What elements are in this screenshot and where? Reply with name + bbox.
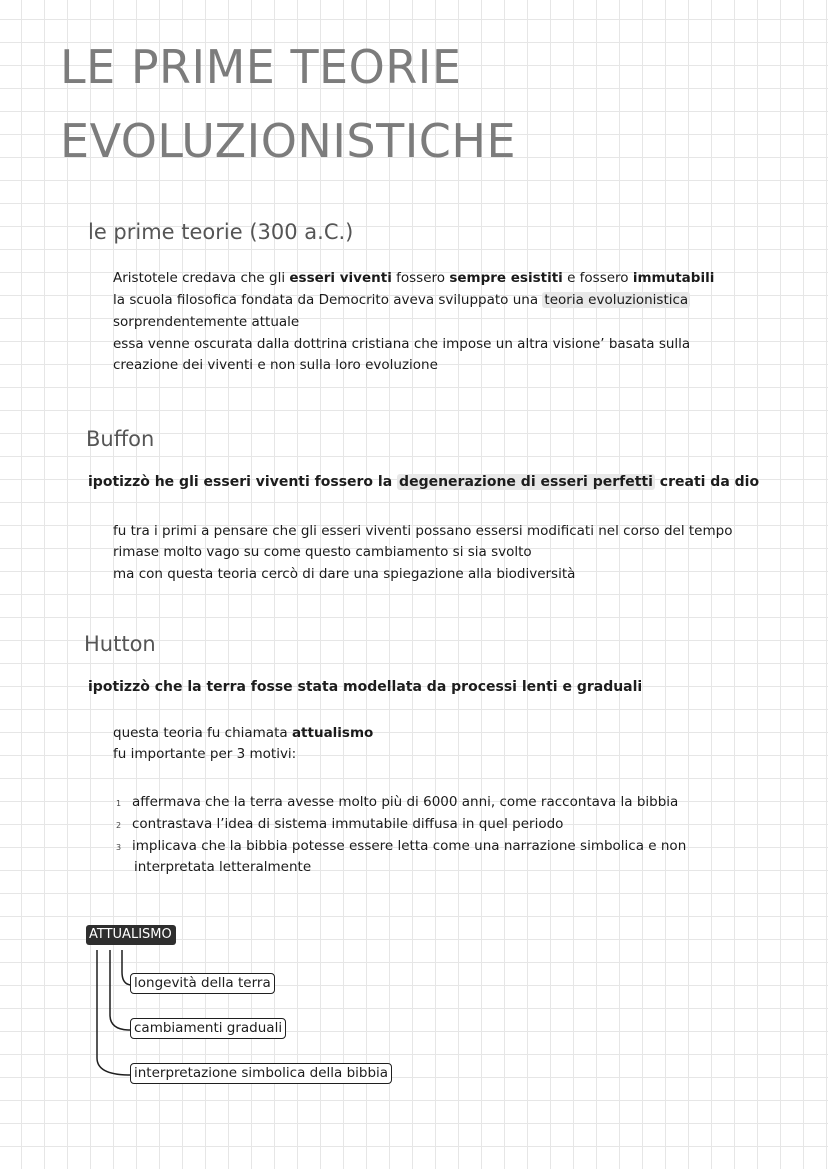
text-line: ma con questa teoria cercò di dare una spiegazione alla biodiversità: [113, 566, 576, 582]
list-item: 3 implicava che la bibbia potesse essere letta come una narrazione simbolica e non: [116, 838, 687, 854]
page-title-line-1: LE PRIME TEORIE: [60, 40, 462, 94]
list-item: 1 affermava che la terra avesse molto più di 6000 anni, come raccontava la bibbia: [116, 794, 679, 810]
text-line: rimase molto vago su come questo cambiamento si sia svolto: [113, 544, 532, 560]
mindmap-node: interpretazione simbolica della bibbia: [130, 1063, 392, 1084]
hutton-key-statement: ipotizzò che la terra fosse stata modellata da processi lenti e graduali: [88, 679, 643, 695]
text-line: fu importante per 3 motivi:: [113, 746, 297, 762]
attualismo-line: questa teoria fu chiamata attualismo: [113, 725, 374, 741]
highlight: teoria evoluzionistica: [544, 292, 689, 308]
section-heading-hutton: Hutton: [84, 632, 156, 656]
section-heading-prime-teorie: le prime teorie (300 a.C.): [88, 220, 354, 244]
list-item: 2 contrastava l’idea di sistema immutabile diffusa in quel periodo: [116, 816, 564, 832]
aristotele-line: Aristotele credava che gli esseri viventi fossero sempre esistiti e fossero immutabili: [113, 270, 715, 286]
text-line: fu tra i primi a pensare che gli esseri viventi possano essersi modificati nel corso del tempo: [113, 523, 733, 539]
section-heading-buffon: Buffon: [86, 427, 155, 451]
democrito-line: la scuola filosofica fondata da Democrito aveva sviluppato una teoria evoluzionistica: [113, 292, 689, 308]
highlight: degenerazione di esseri perfetti: [399, 474, 653, 490]
text-line: essa venne oscurata dalla dottrina cristiana che impose un altra visione’ basata sulla: [113, 336, 691, 352]
text-line: sorprendentemente attuale: [113, 314, 300, 330]
list-item-continuation: interpretata letteralmente: [134, 859, 312, 875]
mindmap-node: longevità della terra: [130, 973, 275, 994]
buffon-key-statement: ipotizzò he gli esseri viventi fossero la degenerazione di esseri perfetti creati da dio: [88, 474, 760, 490]
page-title-line-2: EVOLUZIONISTICHE: [60, 114, 517, 168]
mindmap-root: ATTUALISMO: [86, 925, 176, 945]
mindmap-node: cambiamenti graduali: [130, 1018, 286, 1039]
text-line: creazione dei viventi e non sulla loro evoluzione: [113, 357, 438, 373]
